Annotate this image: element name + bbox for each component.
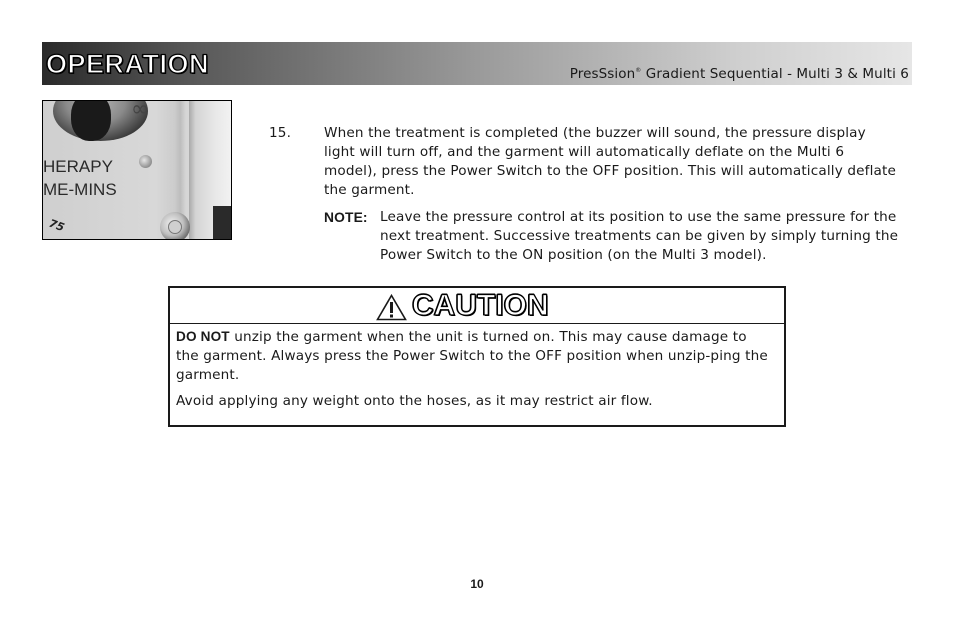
device-control-panel-photo [42, 100, 232, 240]
note-label: NOTE: [324, 210, 368, 225]
step-text: When the treatment is completed (the buzzer will sound, the pressure display light will turn off, and the garment will automatically deflate on the Multi 6 model), press the Power Switch to the OFF position. This will automatically deflate the garment. [324, 125, 896, 198]
dial-number: 75 [47, 216, 67, 235]
registered-mark: ® [635, 67, 642, 74]
infinity-label: ∞ [131, 100, 150, 122]
panel-shadow [213, 206, 232, 240]
section-header-bar [42, 42, 912, 85]
brand-name: PresSsion [569, 66, 636, 82]
panel-screw [160, 212, 190, 240]
panel-label-time-mins: ME-MINS [43, 180, 117, 199]
caution-title: CAUTION [412, 289, 549, 322]
knob-grip [71, 100, 111, 141]
page-number: 10 [470, 577, 484, 591]
caution-paragraph-1 [176, 327, 772, 385]
caution-paragraph-1-text: unzip the garment when the unit is turned on. This may cause damage to the garment. Always press the Power Switch to the OFF position when unzip-ping the garment. [176, 329, 768, 383]
document-subtitle [570, 66, 909, 82]
note-text: Leave the pressure control at its position to use the same pressure for the next treatment. Successive treatments can be given by simply turning the Power Switch to the ON position (on the Multi 3 model). [380, 209, 899, 263]
warning-triangle-icon [376, 294, 407, 321]
do-not-lead: DO NOT [176, 329, 230, 344]
product-name: Gradient Sequential - Multi 3 & Multi 6 [641, 66, 909, 82]
section-title: OPERATION [46, 49, 210, 79]
caution-header [170, 288, 784, 324]
caution-box [168, 286, 786, 427]
indicator-led [139, 155, 152, 168]
panel-label-therapy: HERAPY [43, 157, 113, 176]
step-number: 15. [269, 125, 292, 141]
caution-paragraph-2: Avoid applying any weight onto the hoses, as it may restrict air flow. [176, 393, 653, 409]
